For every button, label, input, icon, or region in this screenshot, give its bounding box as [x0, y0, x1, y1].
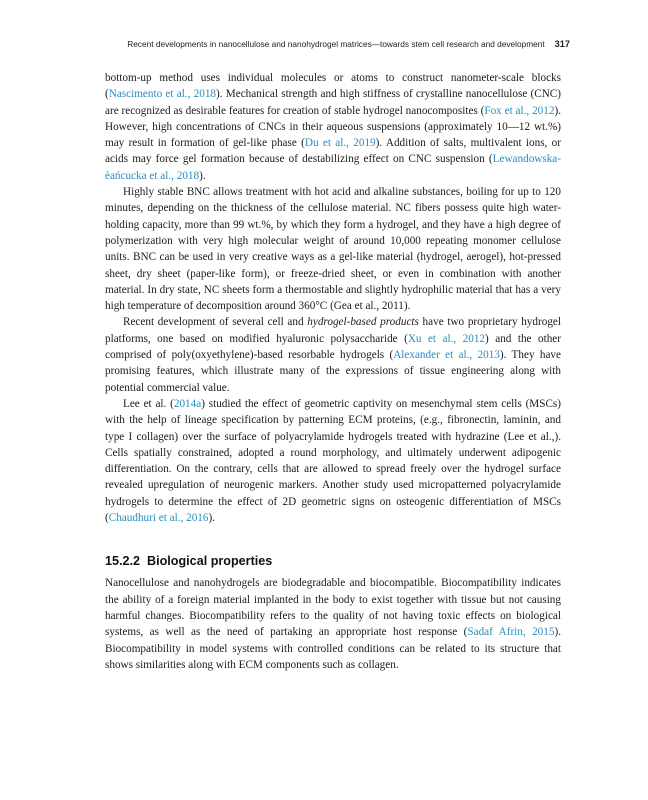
section-title: Biological properties [147, 554, 273, 569]
citation-link[interactable]: 2014a [173, 397, 202, 410]
text-run: ) studied the effect of geometric captivity on mesenchymal stem cells (MSCs) with the help of lineage specification by patterning ECM proteins, (e.g., fibronectin, laminin, and type I collagen) over the surface of polyacrylamide hydrogels treated with hydrazine (Lee et al.,). Cells spatially constrained, adopted a round morphology, and ultimately underwent adipogenic differentiation. On the contrary, cells that are allowed to spread freely over the hydrogel surface revealed upregulation of neurogenic markers. Another study used micropatterned polyacrylamide hydrogels to determine the effect of 2D geometric signs on osteogenic differentiation of MSCs ( [105, 397, 561, 525]
text-run: ) and the other comprised of poly(oxyethylene)-based resorbable hydrogels ( [105, 332, 561, 362]
italic-term: hydrogel-based products [307, 316, 419, 329]
text-run: Lee et al. ( [123, 397, 174, 410]
text-run: ). Biocompatibility in model systems with controlled conditions can be related to its structure that shows similarities along with ECM components such as collagen. [105, 626, 561, 671]
citation-link[interactable]: Xu et al., 2012 [407, 332, 486, 345]
text-run: ). Mechanical strength and high stiffness of crystalline nanocellulose (CNC) are recognized as desirable features for creation of stable hydrogel nanocomposites ( [105, 88, 561, 117]
citation-link[interactable]: Sadaf Afrin, 2015 [467, 626, 555, 639]
text-run: Recent development of several cell and [123, 316, 308, 329]
text-run: ). [208, 512, 216, 525]
paragraph-4 [105, 396, 561, 526]
text-run: have two proprietary hydrogel platforms, one based on modified hyaluronic polysaccharide ( [105, 316, 561, 345]
citation-link[interactable]: Lewandowska-èańcucka et al., 2018 [105, 153, 561, 182]
text-run: bottom-up method uses individual molecules or atoms to construct nanometer-scale blocks ( [105, 72, 561, 101]
section-number: 15.2.2 [105, 554, 141, 569]
text-run: ). They have promising features, which illustrate many of the expressions of tissue engineering along with potential commercial value. [105, 349, 561, 394]
text-run: ). [199, 169, 206, 182]
paragraph-2: Highly stable BNC allows treatment with hot acid and alkaline substances, boiling for up to 120 minutes, depending on the thickness of the cellulose material. NC fibers possess quite high water-holding capacity, more than 99 wt.%, by which they form a hydrogel, and they have a high degree of polymerization with very high molecular weight of around 10,000 repeating monomer cellulose units. BNC can be used in very creative ways as a gel-like material (hydrogel, aerogel), hot-pressed sheet, dry sheet (paper-like form), or freeze-dried sheet, or even in combination with another material. In dry state, NC sheets form a thermostable and slightly hydrophilic material that has a very high temperature of decomposition around 360°C (Gea et al., 2011). [105, 186, 561, 313]
citation-link[interactable]: Alexander et al., 2013 [393, 349, 500, 362]
section-heading [105, 553, 561, 569]
text-run: ). However, high concentrations of CNCs in their aqueous suspensions (approximately 10—12 wt.%) may result in formation of gel-like phase ( [105, 104, 561, 150]
page-number: 317 [554, 39, 570, 49]
running-title: Recent developments in nanocellulose and nanohydrogel matrices—towards stem cell research and development [127, 39, 545, 49]
text-run: Nanocellulose and nanohydrogels are biodegradable and biocompatible. Biocompatibility indicates the ability of a foreign material implanted in the body to exist together with tissue but not causing harmful changes. Biocompatibility refers to the quality of not having toxic effects on biological systems, as well as the need of partaking an appropriate host response ( [105, 577, 561, 639]
paragraph-1 [105, 70, 561, 184]
citation-link[interactable]: Du et al., 2019 [304, 137, 376, 150]
running-header [0, 39, 570, 49]
paragraph-5 [105, 575, 561, 673]
citation-link[interactable]: Nascimento et al., 2018 [108, 88, 217, 101]
citation-link[interactable]: Fox et al., 2012 [484, 104, 555, 117]
text-run: ). Addition of salts, multivalent ions, or acids may force gel formation because of destabilizing effect on CNC suspension ( [105, 137, 562, 166]
page-body [105, 70, 561, 673]
citation-link[interactable]: Chaudhuri et al., 2016 [108, 512, 209, 525]
paragraph-3 [105, 314, 561, 395]
